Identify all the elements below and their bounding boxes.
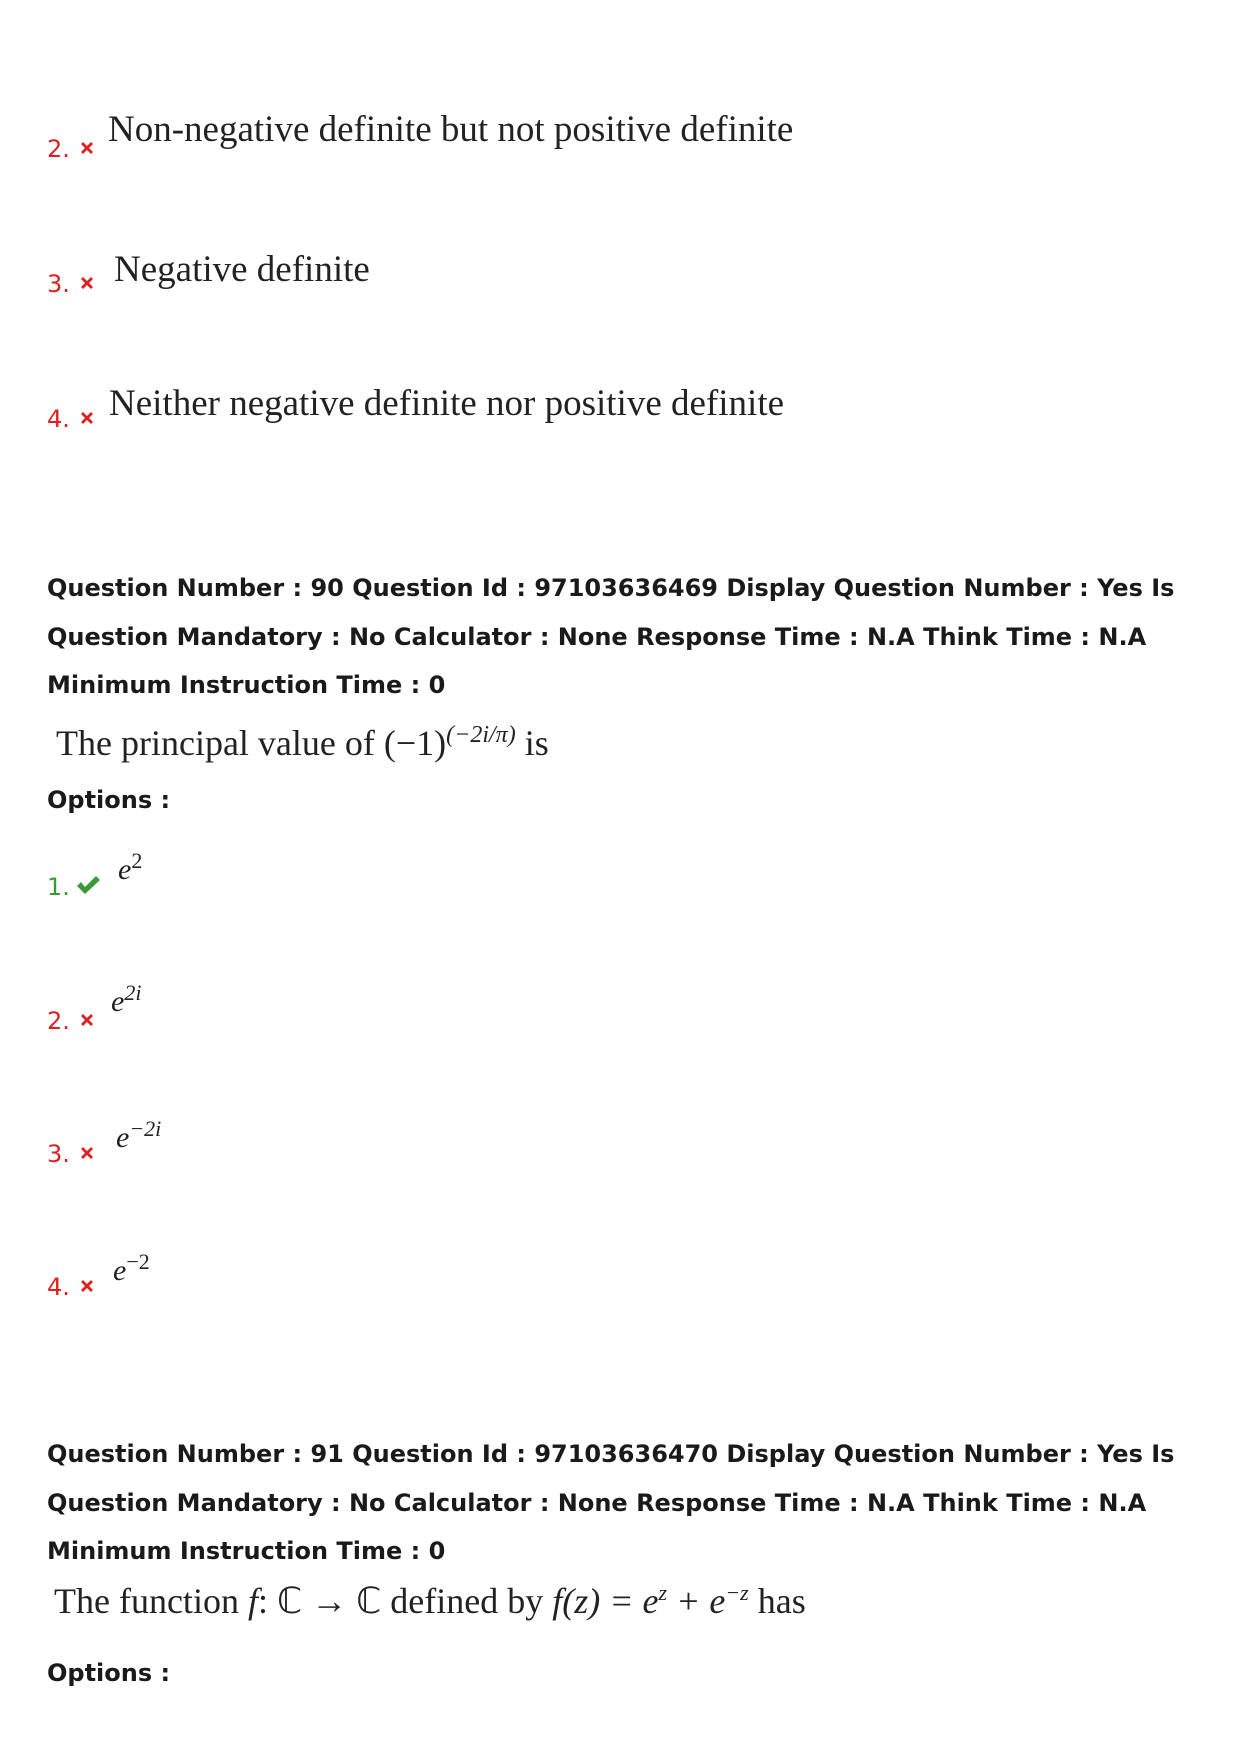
check-icon: [75, 874, 101, 896]
cross-icon: [77, 1143, 97, 1163]
cross-icon: [77, 273, 97, 293]
option-math: $e^{-2}$: [113, 1249, 150, 1287]
question-90-meta: Question Number : 90 Question Id : 97103636469 Display Question Number : Yes Is Question Mandatory : No Calculator : None Response Time : N.A Think Time : N.A Minimum Instruction Time : 0: [47, 574, 1175, 699]
options-label: Options :: [47, 1659, 171, 1687]
option-text: Neither negative definite nor positive definite: [109, 383, 785, 424]
question-91-stem: The function f: ℂ → ℂ defined by $f(z) = e^z + e^{-z}$ has: [54, 1580, 806, 1621]
option-text: Non-negative definite but not positive definite: [108, 109, 794, 150]
cross-icon: [77, 138, 97, 158]
option-number: 3.: [47, 1140, 70, 1168]
stem-text: The principal value of (−1): [56, 723, 447, 763]
option-text: Negative definite: [114, 249, 370, 290]
option-number: 1.: [47, 873, 70, 901]
cross-icon: [77, 1276, 97, 1296]
option-number: 4.: [47, 405, 70, 433]
stem-exponent: (−2i/π): [446, 722, 516, 748]
question-91-meta: Question Number : 91 Question Id : 97103636470 Display Question Number : Yes Is Question Mandatory : No Calculator : None Response Time : N.A Think Time : N.A Minimum Instruction Time : 0: [47, 1440, 1175, 1565]
cross-icon: [77, 1010, 97, 1030]
option-number: 4.: [47, 1273, 70, 1301]
question-90-stem: [56, 722, 549, 764]
option-math: $e^{2i}$: [111, 980, 142, 1018]
option-number: 2.: [47, 1007, 70, 1035]
option-math: $e^{-2i}$: [116, 1116, 162, 1154]
option-number: 3.: [47, 270, 70, 298]
cross-icon: [77, 408, 97, 428]
option-math: $e^2$: [118, 848, 143, 886]
options-label: Options :: [47, 786, 171, 814]
stem-suffix: is: [524, 723, 549, 763]
option-number: 2.: [47, 135, 70, 163]
